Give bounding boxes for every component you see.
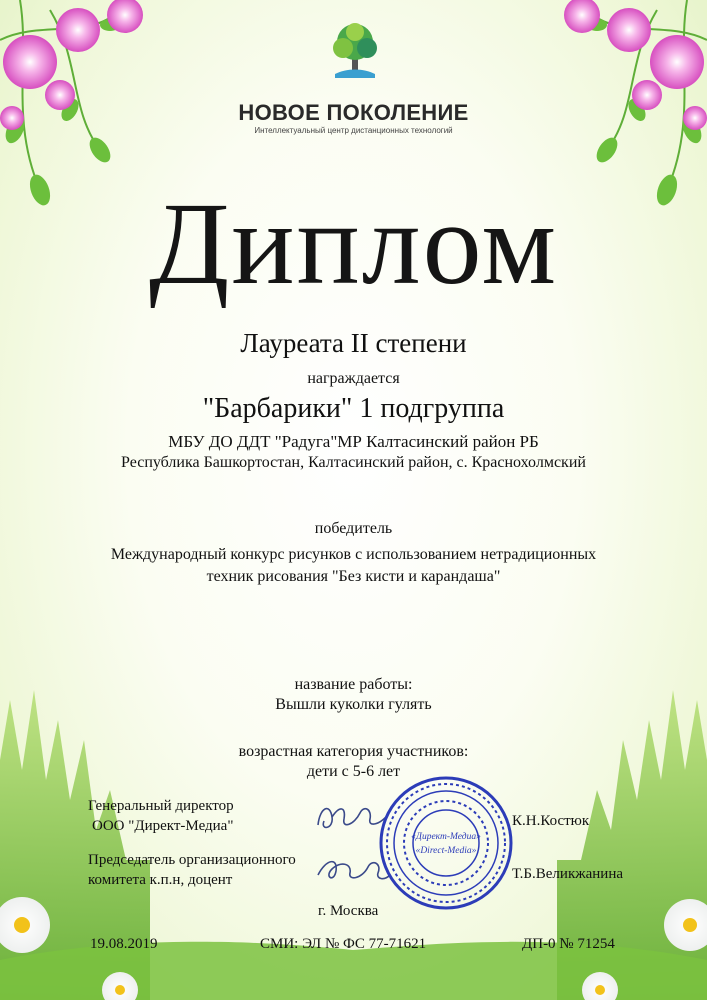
age-category: дети с 5-6 лет — [306, 763, 401, 780]
issue-date: 19.08.2019 — [90, 936, 158, 952]
work-title: Вышли куколки гулять — [275, 696, 432, 713]
stamp-text-1: «Директ-Медиа» — [411, 832, 481, 842]
contest-name-line-2: техник рисования "Без кисти и карандаша" — [206, 568, 501, 585]
contest-name-line-1: Международный конкурс рисунков с использованием нетрадиционных — [110, 546, 597, 563]
work-title-label: название работы: — [294, 676, 413, 693]
organization: МБУ ДО ДДТ "Радуга"МР Калтасинский район РБ — [168, 432, 539, 451]
media-registration: СМИ: ЭЛ № ФС 77-71621 — [260, 936, 427, 952]
city: г. Москва — [318, 903, 379, 919]
recipient-name: "Барбарики" 1 подгруппа — [202, 393, 505, 424]
director-title-line-2: ООО "Директ-Медиа" — [92, 818, 234, 834]
diploma-title: Диплом — [148, 178, 559, 309]
age-category-label: возрастная категория участников: — [238, 743, 469, 760]
awarded-label: награждается — [307, 370, 400, 387]
chairman-title-line-1: Председатель организационного — [88, 852, 296, 868]
degree: Лауреата II степени — [240, 328, 467, 358]
logo-subtitle: Интеллектуальный центр дистанционных технологий — [254, 126, 453, 135]
chairman-name: Т.Б.Великжанина — [512, 866, 623, 882]
director-name: К.Н.Костюк — [512, 813, 590, 829]
result-label: победитель — [314, 520, 393, 537]
director-title-line-1: Генеральный директор — [88, 798, 234, 814]
diploma-number: ДП-0 № 71254 — [522, 936, 615, 952]
company-stamp — [378, 775, 514, 911]
location: Республика Башкортостан, Калтасинский район, с. Краснохолмский — [121, 454, 586, 471]
chairman-title-line-2: комитета к.п.н, доцент — [88, 872, 233, 888]
stamp-text-2: «Direct-Media» — [415, 846, 477, 856]
logo-title: НОВОЕ ПОКОЛЕНИЕ — [238, 100, 469, 125]
tree-logo-icon — [329, 22, 381, 82]
